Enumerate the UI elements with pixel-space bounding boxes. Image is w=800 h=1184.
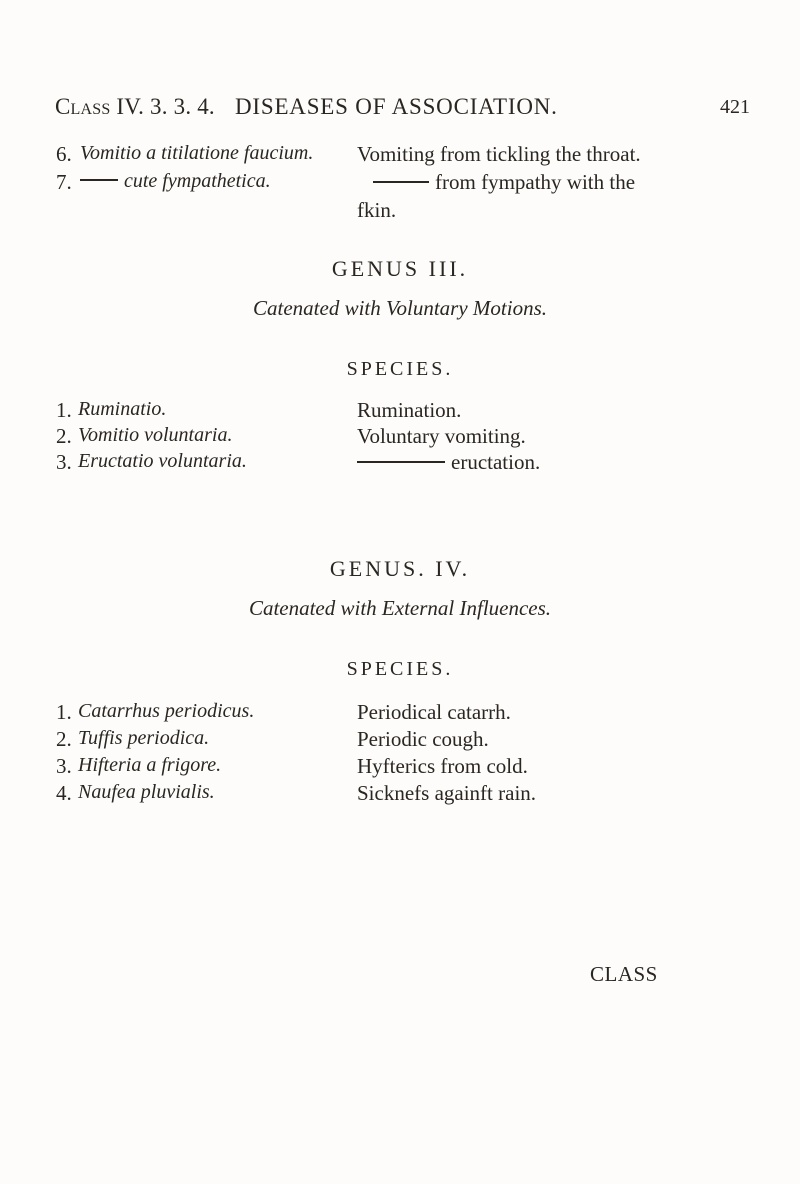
latin-name: Eructatio voluntaria. <box>78 450 247 472</box>
latin-name: Vomitio voluntaria. <box>78 424 233 446</box>
item-number: 3. <box>56 450 72 474</box>
item-number: 3. <box>56 754 72 778</box>
page-title: DISEASES OF ASSOCIATION. <box>235 94 558 119</box>
list-item <box>0 142 800 170</box>
species-heading: SPECIES. <box>346 658 454 680</box>
list-item <box>0 781 800 809</box>
list-item <box>0 398 800 426</box>
english-name: Periodic cough. <box>357 727 489 751</box>
ditto-dash <box>373 181 429 183</box>
ditto-dash <box>80 179 118 181</box>
list-item <box>0 450 800 478</box>
latin-name: Naufea pluvialis. <box>78 781 215 803</box>
item-number: 4. <box>56 781 72 805</box>
english-name: Sicknefs againft rain. <box>357 781 537 805</box>
list-item <box>0 424 800 452</box>
latin-name: cute fympathetica. <box>80 170 271 193</box>
item-number: 2. <box>56 424 72 448</box>
page-number: 421 <box>720 96 750 118</box>
genus-subtitle: Catenated with External Influences. <box>248 596 552 620</box>
list-item <box>0 170 800 198</box>
item-number: 2. <box>56 727 72 751</box>
list-item <box>0 754 800 782</box>
latin-name: Ruminatio. <box>78 398 167 420</box>
item-number: 1. <box>56 398 72 422</box>
item-number: 6. <box>56 142 72 166</box>
english-name: Voluntary vomiting. <box>357 424 526 448</box>
genus-subtitle: Catenated with Voluntary Motions. <box>253 296 547 320</box>
latin-name: Catarrhus periodicus. <box>78 700 255 722</box>
english-name: Periodical catarrh. <box>357 700 511 724</box>
list-item <box>0 727 800 755</box>
item-number: 1. <box>56 700 72 724</box>
english-name: eructation. <box>357 450 540 475</box>
genus-heading: GENUS III. <box>331 256 469 281</box>
english-name-continued: fkin. <box>357 198 397 222</box>
english-name: Rumination. <box>357 398 462 422</box>
latin-name: Vomitio a titilatione faucium. <box>80 142 314 164</box>
item-number: 7. <box>56 170 72 194</box>
species-heading: SPECIES. <box>346 358 454 380</box>
genus-heading: GENUS. IV. <box>329 556 471 581</box>
latin-name: Hifteria a frigore. <box>78 754 222 776</box>
ditto-dash <box>357 461 445 463</box>
latin-name: Tuffis periodica. <box>78 727 210 749</box>
english-name: Hyfterics from cold. <box>357 754 528 778</box>
class-reference: Class IV. 3. 3. 4. <box>55 94 215 119</box>
list-item <box>0 700 800 728</box>
english-name: from fympathy with the <box>373 170 635 195</box>
english-name: Vomiting from tickling the throat. <box>357 142 641 166</box>
catchword: CLASS <box>590 962 658 986</box>
running-header <box>55 94 755 128</box>
list-item-continuation <box>0 198 800 226</box>
